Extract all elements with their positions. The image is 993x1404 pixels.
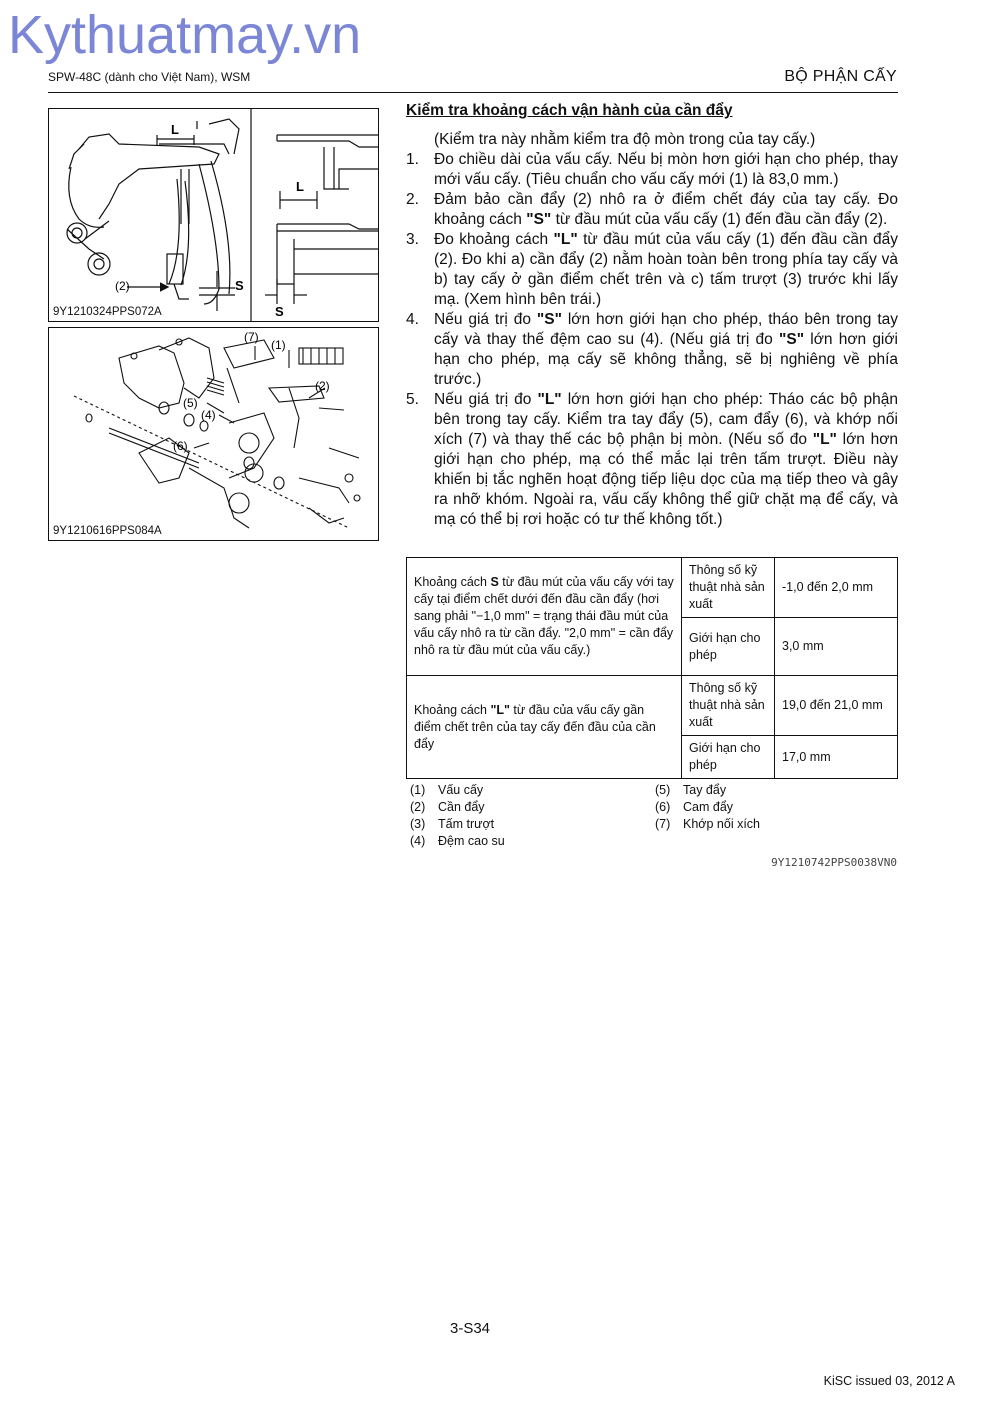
- body-text: Đo chiều dài của vấu cấy. Nếu bị mòn hơn giới hạn cho phép, thay mới vấu cấy. (Tiêu chuẩn cho vấu cấy mới (1) là 83,0 mm.): [434, 151, 898, 188]
- section-title: Kiểm tra khoảng cách vận hành của cần đẩy: [406, 102, 733, 119]
- step-number: 1.: [406, 151, 419, 168]
- page-number: 3-S34: [450, 1320, 491, 1337]
- legend-number: (2): [410, 800, 426, 814]
- spec-row-s: [407, 558, 898, 618]
- legend-label: Cam đẩy: [683, 800, 734, 814]
- document-code: 9Y1210742PPS0038VN0: [771, 856, 897, 869]
- legend-number: (1): [410, 783, 426, 797]
- body-text: Khoảng cách: [414, 702, 491, 717]
- legend-label: Vấu cấy: [438, 783, 484, 797]
- legend-item: [655, 782, 726, 799]
- label-pusher-2: (2): [315, 379, 330, 393]
- procedure-step: [406, 190, 898, 230]
- emphasis-text: "L": [490, 702, 510, 717]
- step-number: 5.: [406, 391, 419, 408]
- procedure-steps: [406, 150, 898, 530]
- emphasis-text: "L": [553, 231, 578, 248]
- spec-s-factory-label: Thông số kỹ thuật nhà sản xuất: [682, 558, 775, 618]
- label-push-cam-6: (6): [173, 439, 188, 453]
- legend-number: (5): [655, 783, 671, 797]
- figure-measurement: [48, 108, 379, 322]
- spec-s-description: [407, 558, 682, 676]
- body-text: lớn hơn giới hạn cho phép, mạ có thể mắc lại trên tấm trượt. Điều này khiến bị tắc nghẽn hoạt động tiếp liệu dọc của mạ tiếp theo và gây ra nhỡ khóm. Ngoài ra, vấu cấy không thể giữ chặt mạ để cấy, và mạ có thể bị rơi hoặc có tư thế không tốt.): [434, 431, 899, 528]
- spec-l-description: [407, 676, 682, 779]
- legend-item: [410, 782, 483, 799]
- label-pusher-2: (2): [115, 279, 130, 293]
- label-S-right: S: [275, 304, 284, 319]
- legend-number: (4): [410, 834, 426, 848]
- spec-s-limit-label: Giới hạn cho phép: [682, 618, 775, 676]
- watermark: Kythuatmay.vn: [8, 5, 362, 65]
- procedure-step: [406, 390, 898, 530]
- figure-exploded-view: [48, 327, 379, 541]
- emphasis-text: "S": [536, 311, 562, 328]
- body-text: Đo khoảng cách: [434, 231, 554, 248]
- label-chain-joint-7: (7): [244, 330, 259, 344]
- legend-item: [410, 833, 505, 850]
- body-text: lớn hơn giới hạn cho phép, mạ cấy sẽ không thẳng, sẽ bị nghiêng về phía trước.): [434, 331, 898, 388]
- label-S-left: S: [235, 278, 244, 293]
- spec-l-limit-value: 17,0 mm: [775, 736, 898, 779]
- body-text: lớn hơn giới hạn cho phép: Tháo các bộ phận bên trong tay cấy. Kiểm tra tay đẩy (5), cam đẩy (6), và khớp nối xích (7) và thay thế các bộ phận bị mòn. (Nếu số đo: [434, 391, 899, 448]
- legend-label: Cần đẩy: [438, 800, 485, 814]
- body-text: Nếu giá trị đo: [434, 311, 537, 328]
- legend-item: [410, 799, 485, 816]
- figure-exploded-drawing: [49, 328, 378, 540]
- label-rubber-cushion-4: (4): [201, 408, 216, 422]
- body-text: lớn hơn giới hạn cho phép, tháo bên trong tay cấy và thay thế đệm cao su (4). (Nếu giá trị đo: [434, 311, 899, 348]
- spec-row-l: [407, 676, 898, 736]
- emphasis-text: "L": [537, 391, 562, 408]
- body-text: Khoảng cách: [414, 575, 491, 589]
- body-text: từ đầu mút của vấu cấy (1) đến đầu cần đẩy (2). Đo khi a) cần đẩy (2) nằm hoàn toàn bên trong phía tay cấy và b) tay cấy ở gần điểm chết trên và c) tấm trượt (3) trước khi lấy mạ. (Xem hình bên trái.): [434, 231, 898, 308]
- issue-note: KiSC issued 03, 2012 A: [823, 1374, 955, 1388]
- emphasis-text: "L": [812, 431, 837, 448]
- spec-s-limit-value: 3,0 mm: [775, 618, 898, 676]
- legend-label: Tấm trượt: [438, 817, 495, 831]
- spec-l-factory-value: 19,0 đến 21,0 mm: [775, 676, 898, 736]
- label-L-top: L: [171, 122, 179, 137]
- figure-measurement-code: 9Y1210324PPS072A: [53, 306, 162, 318]
- spec-s-factory-value: -1,0 đến 2,0 mm: [775, 558, 898, 618]
- legend-number: (6): [655, 800, 671, 814]
- spec-l-factory-label: Thông số kỹ thuật nhà sản xuất: [682, 676, 775, 736]
- label-tine-1: (1): [271, 338, 286, 352]
- step-number: 2.: [406, 191, 419, 208]
- step-number: 3.: [406, 231, 419, 248]
- section-intro: (Kiểm tra này nhằm kiểm tra độ mòn trong của tay cấy.): [434, 131, 816, 148]
- legend-item: [655, 799, 733, 816]
- legend-label: Đệm cao su: [438, 834, 505, 848]
- legend-number: (3): [410, 817, 426, 831]
- legend-label: Tay đẩy: [683, 783, 727, 797]
- legend-number: (7): [655, 817, 671, 831]
- procedure-step: [406, 150, 898, 190]
- body-text: Nếu giá trị đo: [434, 391, 538, 408]
- header-section: BỘ PHẬN CẤY: [784, 68, 897, 85]
- legend-label: Khớp nối xích: [683, 817, 760, 831]
- procedure-step: [406, 230, 898, 310]
- body-text: từ đầu mút của vấu cấy với tay cấy tại điểm chết dưới đến đầu cần đẩy (hơi sang phải "−1,0 mm" = trạng thái đầu mút của vấu cấy nhô ra từ cần đẩy. "2,0 mm" = cần đẩy nhô ra từ đầu mút của vấu cấy.): [414, 575, 674, 657]
- step-number: 4.: [406, 311, 419, 328]
- legend-item: [655, 816, 760, 833]
- body-text: từ đầu mút của vấu cấy (1) đến đầu cần đẩy (2).: [551, 211, 888, 228]
- figure-exploded-code: 9Y1210616PPS084A: [53, 525, 162, 537]
- body-text: Đảm bảo cần đẩy (2) nhô ra ở điểm chết đáy của tay cấy. Đo khoảng cách: [434, 191, 898, 228]
- legend-item: [410, 816, 494, 833]
- emphasis-text: "S": [779, 331, 805, 348]
- spec-table: [406, 557, 898, 779]
- emphasis-text: S: [490, 575, 499, 589]
- emphasis-text: "S": [526, 211, 552, 228]
- header-rule: [48, 92, 898, 93]
- body-text: từ đầu của vấu cấy gần điểm chết trên của tay cấy đến đầu của cần đẩy: [414, 702, 656, 751]
- spec-l-limit-label: Giới hạn cho phép: [682, 736, 775, 779]
- label-L-right: L: [296, 179, 304, 194]
- figure-measurement-drawing: [49, 109, 378, 321]
- header-model: SPW-48C (dành cho Việt Nam), WSM: [48, 70, 251, 84]
- label-push-arm-5: (5): [183, 396, 198, 410]
- procedure-step: [406, 310, 898, 390]
